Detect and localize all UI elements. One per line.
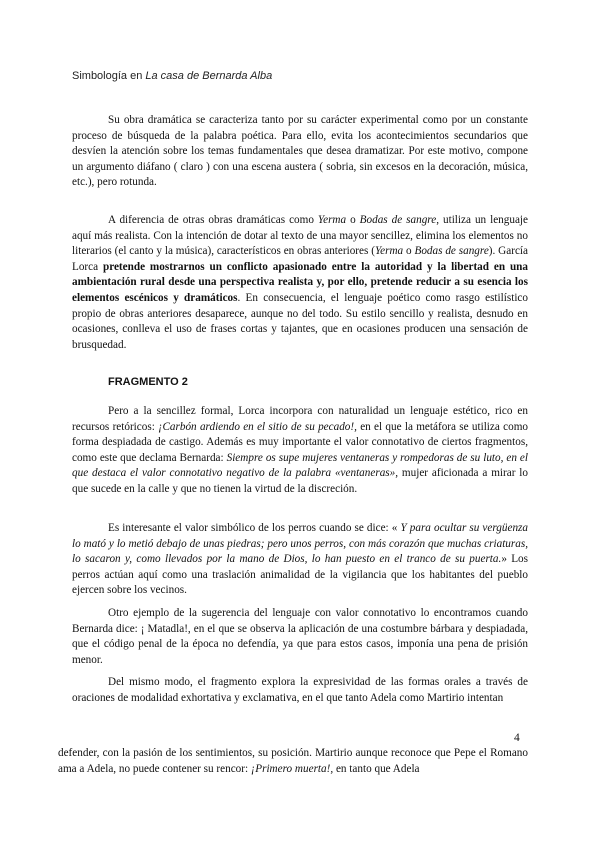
header-prefix: Simbología en <box>72 70 143 82</box>
p7-italic-1: ¡Primero muerta!, <box>250 762 334 775</box>
p7-text-2: en tanto que Adela <box>333 762 420 775</box>
p3-text-1: Pero a la sencillez formal, Lorca incorpora con naturalidad un lenguaje estético, rico en recursos retóricos: <box>72 405 528 433</box>
p2-text-5: ). García Lorca <box>72 245 528 273</box>
paragraph-6-text: Del mismo modo, el fragmento explora la expresividad de las formas orales a través de oraciones de modalidad exhortativa y exclamativa, en el que tanto Adela como Martirio intentan <box>72 676 528 704</box>
p4-italic-1: Y para ocultar su vergüenza lo mató y lo metió debajo de unas piedras; pero unos perros, con más corazón que muchas criaturas, lo sacaron y, como llevados por la mano de Dios, lo han puesto en el tranco de su puerta. <box>72 522 528 566</box>
p2-text-3: , utiliza un lenguaje aquí más realista. Con la intención de dotar al texto de una mayor sencillez, elimina los elementos no literarios (el canto y la música), característicos en obras anteriores ( <box>72 214 529 258</box>
p2-text-1: A diferencia de otras obras dramáticas como <box>108 214 318 226</box>
paragraph-5 <box>72 606 528 668</box>
p3-text-2: en el que la metáfora se utiliza como forma despiadada de castigo. Además es muy importante el valor connotativo de ciertos fragmentos, como este que declama Bernarda: <box>72 420 528 464</box>
p2-text-2: o <box>346 214 360 226</box>
p2-text-4: o <box>403 245 415 258</box>
p2-italic-yerma-2: Yerma <box>374 245 404 258</box>
page-number: 4 <box>514 732 520 744</box>
paragraph-6 <box>72 675 528 706</box>
paragraph-7 <box>58 746 528 777</box>
p2-italic-bodas-2: Bodas de sangre <box>414 245 489 258</box>
p2-italic-bodas: Bodas de sangre <box>359 214 437 226</box>
running-header <box>72 70 272 82</box>
p3-italic-1: ¡Carbón ardiendo en el sitio de su pecado!, <box>158 420 357 433</box>
p3-italic-2: Siempre os supe mujeres ventaneras y rompedoras de su luto, en el que destaca el valor connotativo negativo de la palabra «ventaneras», <box>72 451 528 480</box>
paragraph-1-text: Su obra dramática se caracteriza tanto por su carácter experimental como por un constante proceso de búsqueda de la palabra poética. Para ello, evita los acontecimientos secundarios que desvíen la atención sobre los temas fundamentales que desea dramatizar. Por este motivo, compone un argumento diáfano ( claro ) con una escena austera ( sobria, sin excesos en la decoración, música, etc.), pero rotunda. <box>72 114 528 189</box>
header-title: La casa de Bernarda Alba <box>145 70 273 82</box>
p4-text-1: Es interesante el valor simbólico de los perros cuando se dice: « <box>108 522 401 534</box>
paragraph-5-text: Otro ejemplo de la sugerencia del lenguaje con valor connotativo lo encontramos cuando Bernarda dice: ¡ Matadla!, en el que se observa la aplicación de una costumbre bárbara y despiadada, que el código penal de la época no defendía, ya que para estos casos, imponía una pena de prisión menor. <box>72 607 528 666</box>
p3-text-3: mujer aficionada a mirar lo que sucede en la calle y que no tienen la virtud de la discreción. <box>72 467 528 495</box>
p4-text-2: » Los perros actúan aquí como una traslación animalidad de la vigilancia que los habitantes del pueblo ejercen sobre los vecinos. <box>72 553 529 597</box>
section-heading: FRAGMENTO 2 <box>108 376 188 388</box>
p7-text-1: defender, con la pasión de los sentimientos, su posición. Martirio aunque reconoce que Pepe el Romano ama a Adela, no puede contener su rencor: <box>58 747 528 775</box>
p2-text-6: . En consecuencia, el lenguaje poético como rasgo estilístico propio de obras anteriores desaparece, aunque no del todo. Su estilo sencillo y realista, desnudo en ocasiones, conlleva el uso de frases cortas y tajantes, que en ocasiones producen una sensación de brusquedad. <box>72 291 528 351</box>
paragraph-2 <box>72 213 528 353</box>
p2-italic-yerma: Yerma <box>317 214 347 226</box>
paragraph-1 <box>72 113 528 191</box>
paragraph-3 <box>72 404 528 498</box>
paragraph-4 <box>72 521 528 599</box>
p2-bold: pretende mostrarnos un conflicto apasionado entre la autoridad y la libertad en una ambientación rural desde una perspectiva realista y, por ello, pretende reducir a su esencia los elementos escénicos y dramáticos <box>72 260 528 304</box>
